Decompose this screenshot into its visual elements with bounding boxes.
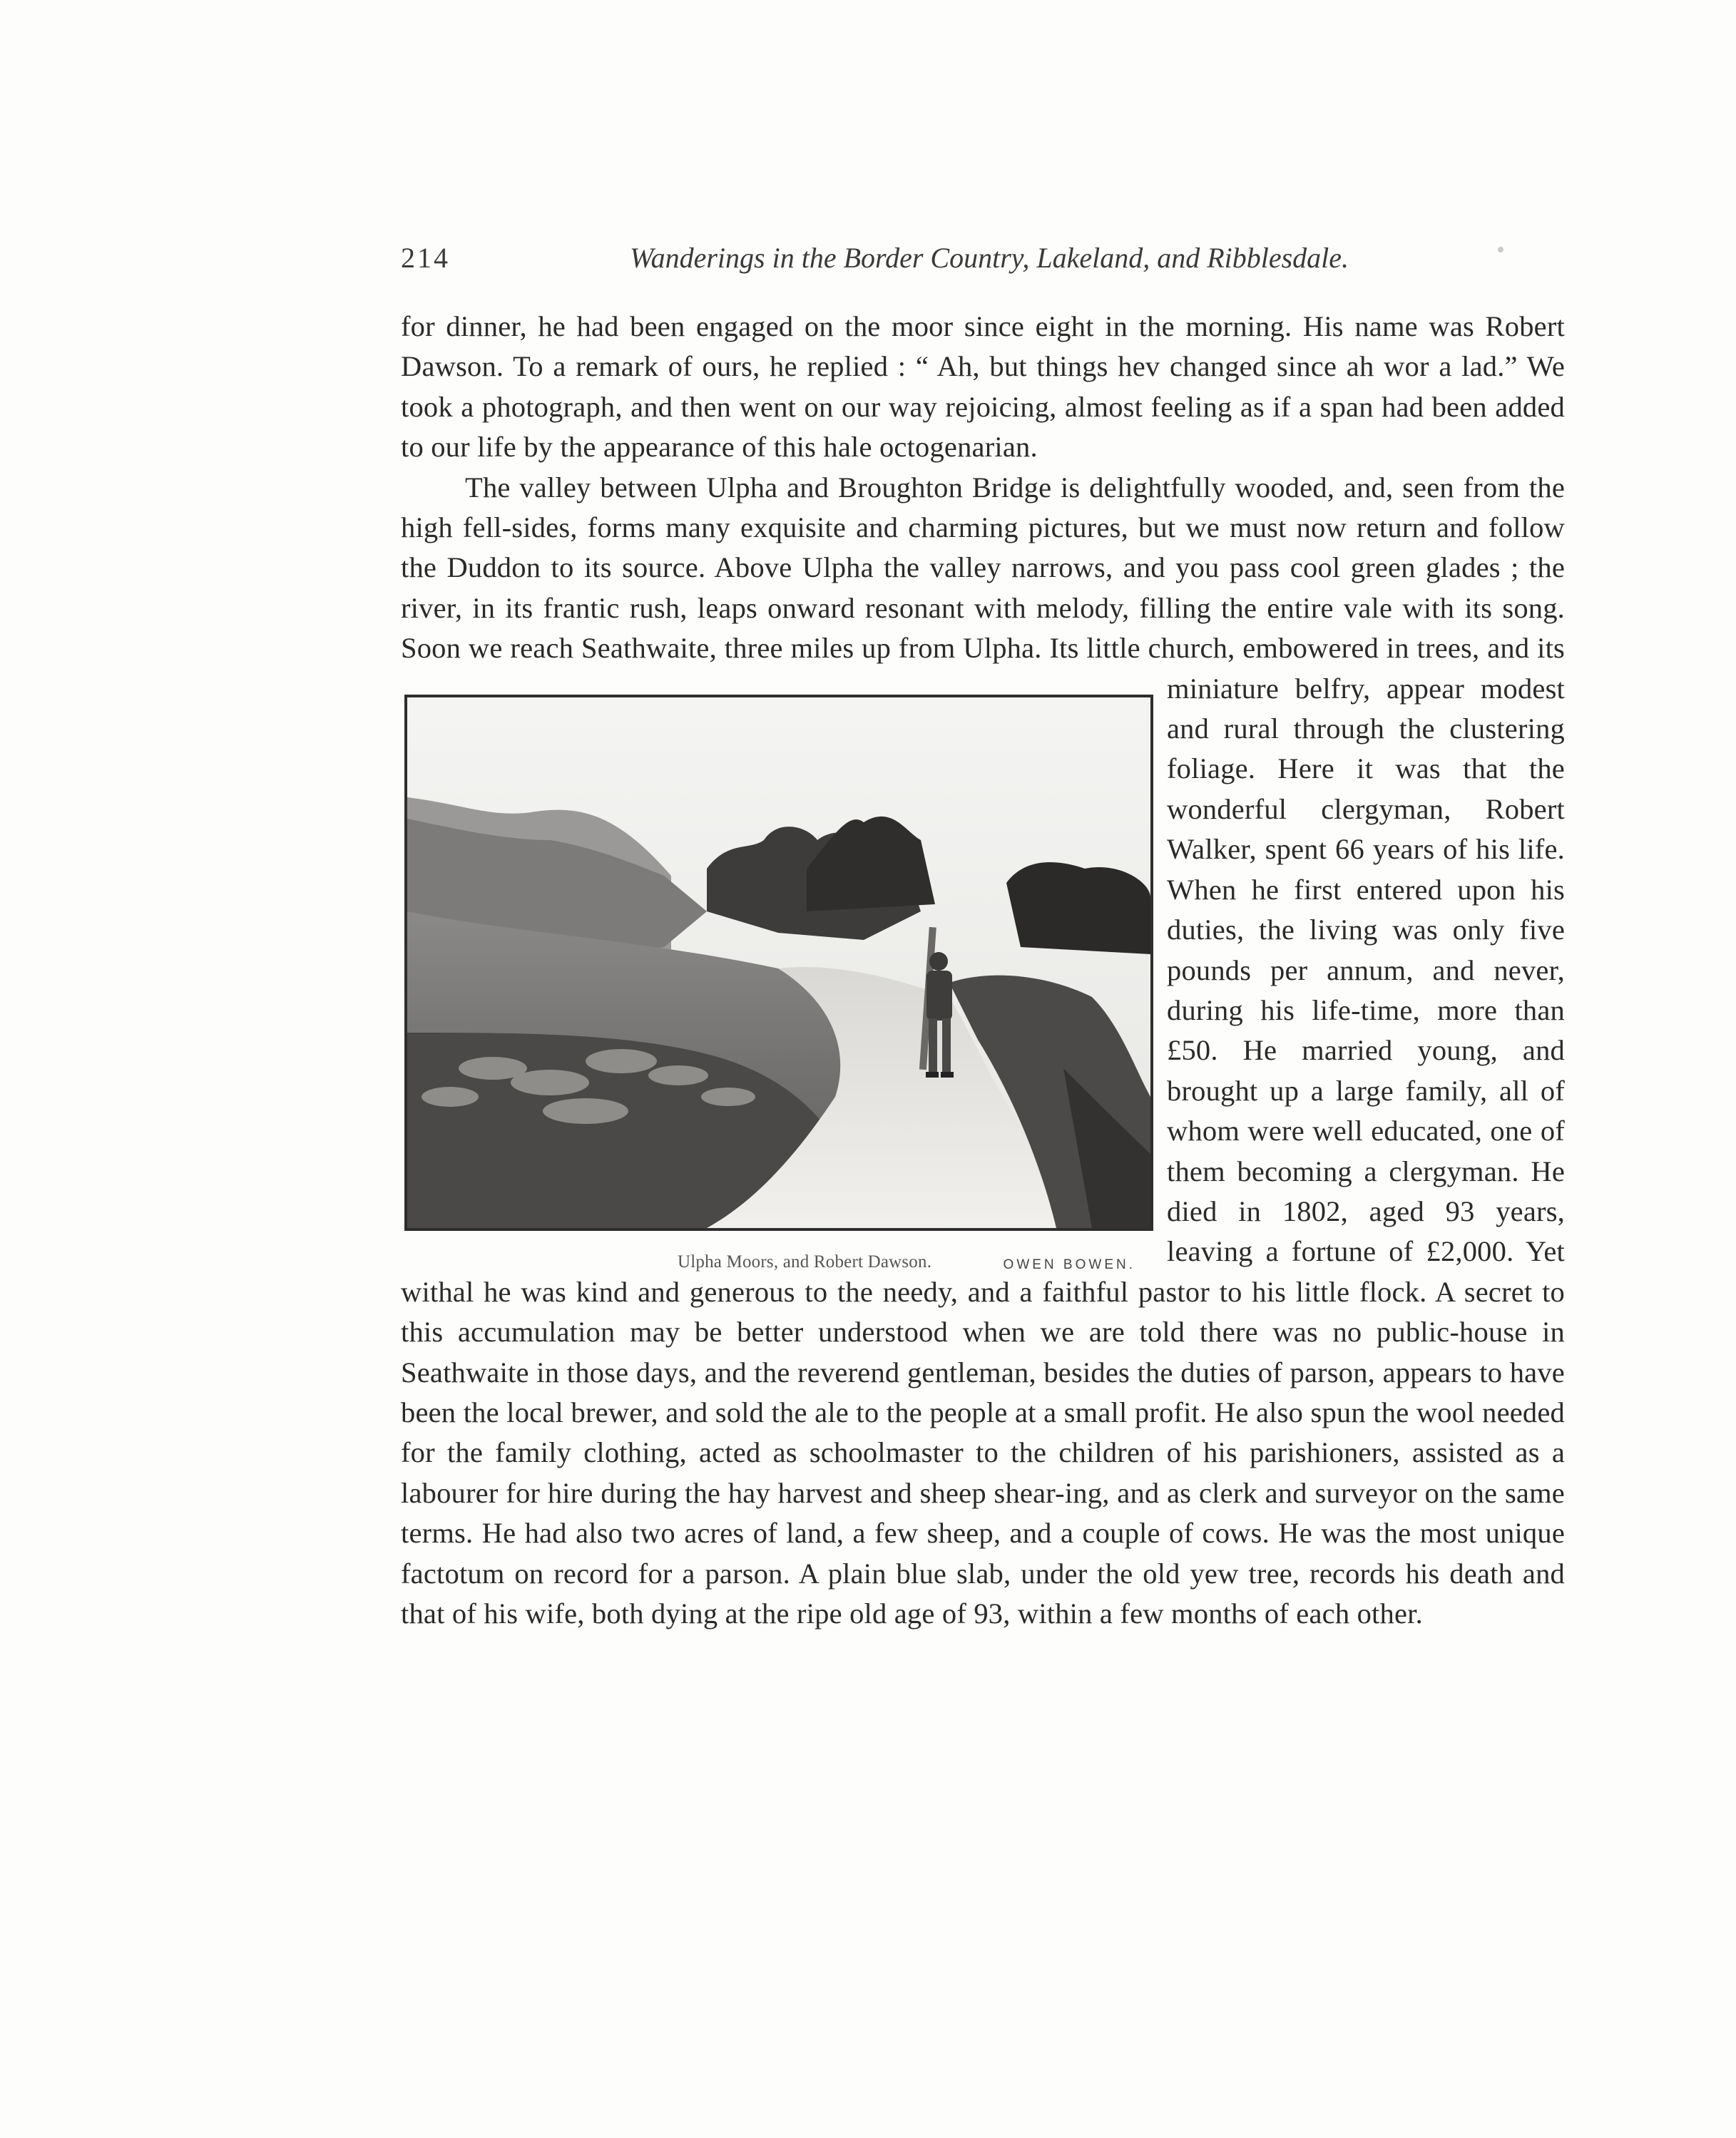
paragraph-2-wrap: belfry, appear modest and rural through the clustering foliage. Here it was that the wonderful clergyman, Robert Walker, spent 66 years of his life. When he first entered upon his duties, the living was only five pounds per annum, and never, during his life-time, more than £50. He married young, and brought up a large family, all of whom were well educated, one of them becoming a clergyman. He died in 1802, aged 93 years, leaving a fortune of £2,000. Yet withal he was kind and generous to the needy, and a faithful pastor to his little flock. A secret to this accumulation may be better understood when we are told there was no public-house in Seathwaite in those days, and the reverend gentleman, besides the duties of parson, appears to have been the local brewer, and sold the ale to the people at a small profit. He also spun the wool needed for the family clothing, acted as schoolmaster to the children of his parishioners, assisted as a labourer for hire during the hay harvest and sheep shear-ing, and as clerk and surveyor on the same terms. He had also two acres of land, a few sheep, and a couple of cows. He was the most unique factotum on record for a parson. A plain blue slab, under the old yew tree, records his death and that of his wife, both dying at the ripe old age of 93, within a few months of each other.	[401, 672, 1565, 1630]
paper-speck	[1498, 247, 1503, 252]
running-title: Wanderings in the Border Country, Lakeland, and Ribblesdale.	[629, 242, 1349, 274]
photograph	[404, 695, 1153, 1231]
caption-title: Ulpha Moors, and Robert Dawson.	[678, 1252, 932, 1272]
paragraph-2-lead: The valley between Ulpha and Broughton Bridge is delightfully wooded, and, seen from the high fell-sides, forms many exquisite and charming pictures, but we must now return and follow the Duddon to its source. Above Ulpha the valley narrows, and you pass cool green glades ; the river, in its frantic rush, leaps onward resonant with melody, filling the entire vale with its song. Soon we reach Seathwaite, three miles up from Ulpha. Its little church, embowered in trees, and its miniature	[401, 471, 1565, 705]
page-header	[401, 241, 1435, 284]
body-text	[401, 307, 1565, 1634]
photo-credit: OWEN BOWEN.	[1003, 1257, 1135, 1272]
landscape-photo-image	[407, 697, 1150, 1228]
figure-caption	[401, 1238, 1157, 1272]
paragraph-2	[401, 468, 1565, 1635]
photo-figure	[401, 669, 1157, 1272]
page-number: 214	[401, 242, 450, 274]
paragraph-1: for dinner, he had been engaged on the moor since eight in the morning. His name was Robert Dawson. To a remark of ours, he replied : “ Ah, but things hev changed since ah wor a lad.” We took a photograph, and then went on our way rejoicing, almost feeling as if a span had been added to our life by the appearance of this hale octogenarian.	[401, 310, 1565, 464]
